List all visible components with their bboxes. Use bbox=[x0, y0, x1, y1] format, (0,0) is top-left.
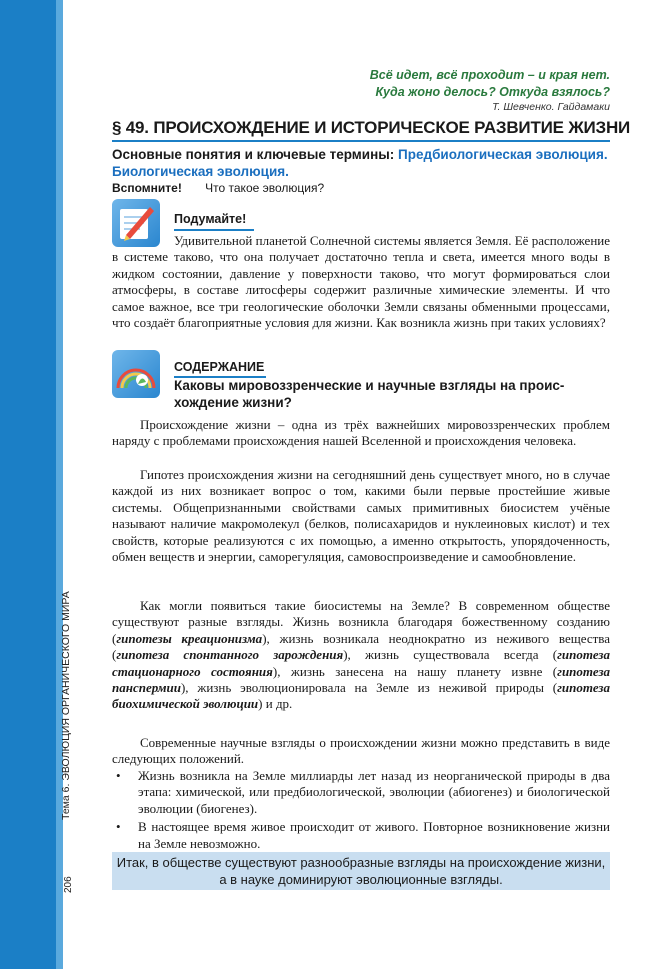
key-concepts bbox=[112, 146, 610, 180]
paragraph-1-text: Происхождение жизни – одна из трёх важнейших мировоззренческих проблем наряду с проблемами происхождения нашей Вселенной и происхождения человека. bbox=[112, 417, 610, 449]
paragraph-2-text: Гипотез происхождения жизни на сегодняшний день существует много, но в случае каждой из них возникает вопрос о том, какими были первые простейшие живые системы. Общепризнанными свойствами самых примитивных биосистем учёные называют наличие макромолекул (белков, полисахаридов и нуклеиновых кислот) и тех свойств, которые реализуются с их помощью, а именно открытость, упорядоченность, обмен веществ и энергии, саморегуляция, самовоспроизведение и самообновление. bbox=[112, 467, 610, 565]
content-heading: СОДЕРЖАНИЕ bbox=[174, 360, 265, 374]
remember-block bbox=[112, 181, 324, 195]
paragraph-2 bbox=[112, 467, 610, 565]
hypothesis-spontaneous: гипотеза спонтанного зарождения bbox=[116, 647, 344, 663]
think-heading: Подумайте! bbox=[174, 212, 247, 226]
concepts-terms: Предбиологическая эволюция. Биологическая эволюция. bbox=[112, 147, 608, 179]
paragraph-3-text: Как могли появиться такие биосистемы на Земле? В современном обществе существуют разные взгляды. Жизнь возникла благодаря божественному созданию (гипотезы креационизма), жизнь возникала неоднократно из неживого вещества (гипотеза спонтанного зарождения), жизнь существовала всегда (гипотеза стационарного состояния), жизнь занесена на нашу планету извне (гипотеза панспермии), жизнь эволюционировала на Земле из неживой природы (гипотеза биохимической эволюции) и др. bbox=[112, 598, 611, 712]
hypothesis-stationary: гипотеза стационарного состояния bbox=[112, 647, 610, 679]
think-text: Удивительной планетой Солнечной системы является Земля. Её расположение в системе таково, что она получает достаточно тепла и света, имеется много воды в жидком состоянии, давление у поверхности таково, что могут формироваться слои атмосферы, в составе литосферы содержит различные химические элементы. И что самое важное, все три геологические оболочки Земли связаны обменными процессами, что создаёт благоприятные условия для жизни. Как возникла жизнь при таких условиях? bbox=[112, 233, 610, 331]
remember-label: Вспомните! bbox=[112, 181, 182, 195]
list-item: • Жизнь возникла на Земле миллиарды лет назад из неорганической природы в два этапа: химической, или предбиологической, эволюции (абиогенез) и биологической эволюции (биогенез). bbox=[112, 768, 610, 817]
page-number: 206 bbox=[63, 876, 74, 893]
title-underline bbox=[112, 140, 610, 142]
think-text-block bbox=[112, 233, 610, 331]
hypothesis-panspermia: гипотеза панспермии bbox=[112, 663, 611, 696]
epigraph-line-1: Всё идет, всё проходит – и края нет. bbox=[369, 68, 610, 82]
epigraph-author: Т. Шевченко. Гайдамаки bbox=[492, 101, 610, 113]
main-question: Каковы мировоззренческие и научные взгляды на происхождение жизни? bbox=[174, 378, 565, 410]
page-title: § 49. ПРОИСХОЖДЕНИЕ И ИСТОРИЧЕСКОЕ РАЗВИТИЕ ЖИЗНИ bbox=[112, 118, 631, 137]
think-underline bbox=[174, 229, 254, 231]
sidebar-stripe-inner bbox=[56, 0, 63, 969]
sidebar-stripe bbox=[0, 0, 56, 969]
paragraph-4-text: Современные научные взгляды о происхождении жизни можно представить в виде следующих положений. bbox=[112, 735, 610, 767]
paragraph-3 bbox=[112, 598, 610, 713]
paragraph-4 bbox=[112, 735, 610, 768]
list-item: • В настоящее время живое происходит от живого. Повторное возникновение жизни на Земле невозможно. bbox=[112, 819, 610, 852]
epigraph-line-2: Куда жоно делось? Откуда взялось? bbox=[375, 85, 610, 99]
bullet-list bbox=[112, 768, 610, 854]
topic-label: Тема 6. ЭВОЛЮЦИЯ ОРГАНИЧЕСКОГО МИРА bbox=[60, 591, 72, 820]
remember-question: Что такое эволюция? bbox=[205, 181, 325, 195]
hypothesis-creationism: гипотезы креационизма bbox=[116, 630, 263, 646]
paragraph-1 bbox=[112, 417, 610, 450]
concepts-label: Основные понятия и ключевые термины: bbox=[112, 147, 395, 162]
hypothesis-biochemical: гипотеза биохимической эволюции bbox=[112, 680, 610, 712]
rainbow-icon bbox=[112, 350, 160, 398]
summary-box: Итак, в обществе существуют разнообразные взгляды на происхождение жизни, а в науке доминируют эволюционные взгляды. bbox=[112, 852, 610, 890]
